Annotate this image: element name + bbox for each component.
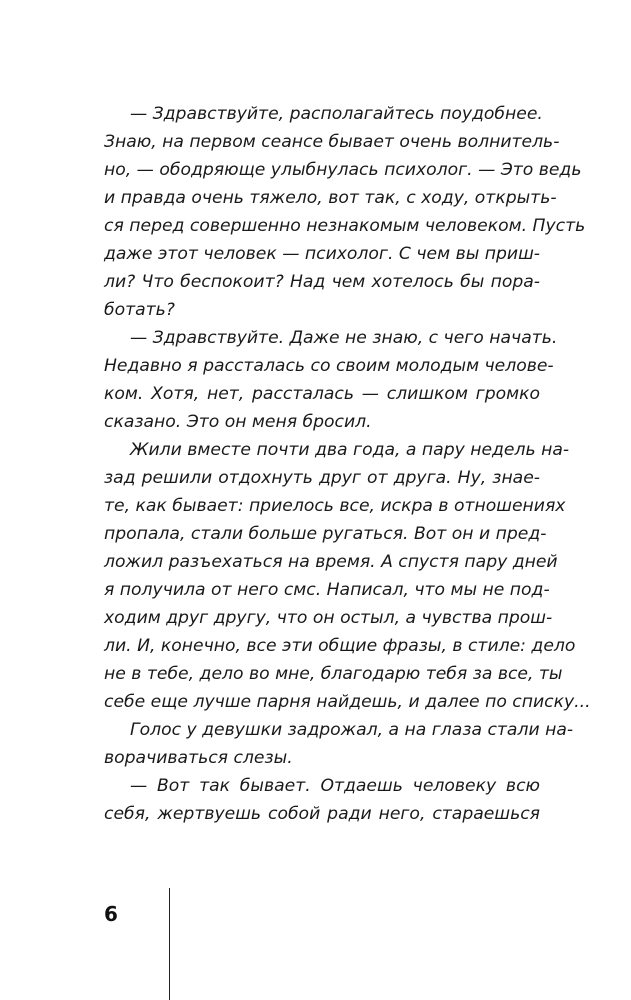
text-line: ботать?	[104, 300, 175, 320]
text-line: зад решили отдохнуть друг от друга. Ну, знае-	[104, 468, 540, 488]
text-line: — Здравствуйте, располагайтесь поудобнее.	[130, 104, 543, 124]
body-text	[104, 100, 591, 828]
footer-divider	[169, 888, 170, 1000]
text-line: те, как бывает: приелось все, искра в отношениях	[104, 496, 566, 516]
text-line: Недавно я рассталась со своим молодым челове-	[104, 356, 554, 376]
text-line: себя, жертвуешь собой ради него, стараешься	[104, 804, 540, 824]
text-line: я получила от него смс. Написал, что мы не под-	[104, 580, 550, 600]
text-line: ли. И, конечно, все эти общие фразы, в стиле: дело	[104, 636, 576, 656]
page-number: 6	[104, 902, 118, 926]
text-line: не в тебе, дело во мне, благодарю тебя за все, ты	[104, 664, 563, 684]
text-line: ворачиваться слезы.	[104, 748, 293, 768]
text-line: ложил разъехаться на время. А спустя пару дней	[104, 552, 558, 572]
text-line: но, — ободряюще улыбнулась психолог. — Это ведь	[104, 160, 582, 180]
text-line: себе еще лучше парня найдешь, и далее по списку...	[104, 692, 591, 712]
text-line: Жили вместе почти два года, а пару недель на-	[130, 440, 570, 460]
text-line: даже этот человек — психолог. С чем вы приш-	[104, 244, 540, 264]
text-line: — Здравствуйте. Даже не знаю, с чего начать.	[130, 328, 558, 348]
text-line: ся перед совершенно незнакомым человеком. Пусть	[104, 216, 586, 236]
text-line: пропала, стали больше ругаться. Вот он и пред-	[104, 524, 547, 544]
text-line: — Вот так бывает. Отдаешь человеку всю	[130, 776, 540, 796]
text-line: и правда очень тяжело, вот так, с ходу, открыть-	[104, 188, 557, 208]
text-line: ходим друг другу, что он остыл, а чувства прош-	[104, 608, 553, 628]
text-line: сказано. Это он меня бросил.	[104, 412, 372, 432]
text-line: Знаю, на первом сеансе бывает очень волнитель-	[104, 132, 560, 152]
text-line: ком. Хотя, нет, рассталась — слишком громко	[104, 384, 540, 404]
text-line: ли? Что беспокоит? Над чем хотелось бы пора-	[104, 272, 540, 292]
text-line: Голос у девушки задрожал, а на глаза стали на-	[130, 720, 574, 740]
